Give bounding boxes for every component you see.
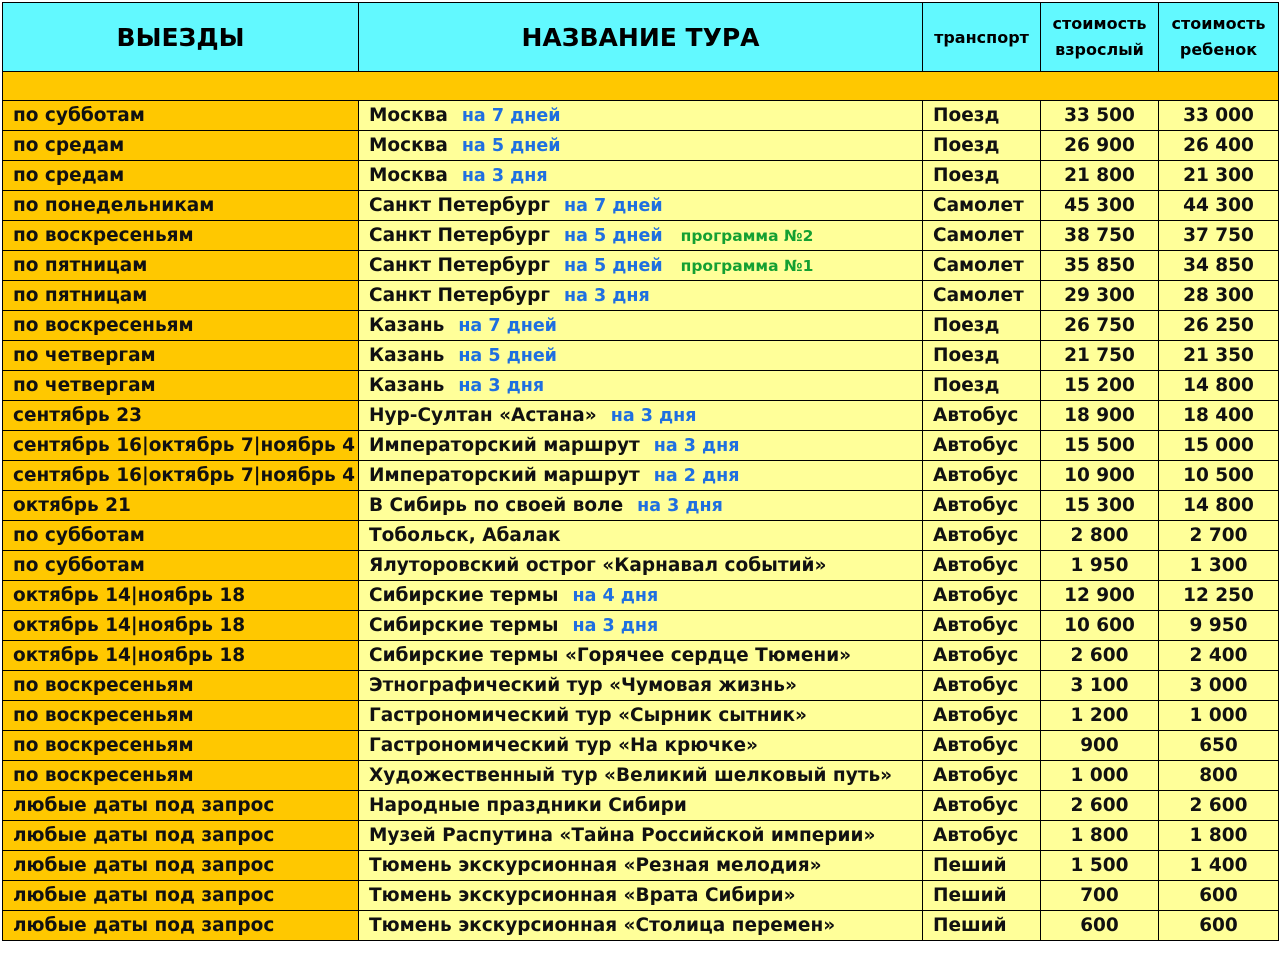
tour-name-cell	[359, 821, 923, 851]
table-row	[3, 611, 1279, 641]
adult-price-cell: 1 950	[1041, 551, 1159, 581]
departure-cell: по воскресеньям	[3, 671, 359, 701]
adult-price-cell: 21 800	[1041, 161, 1159, 191]
adult-price-cell: 38 750	[1041, 221, 1159, 251]
adult-price-cell: 26 900	[1041, 131, 1159, 161]
tour-name-cell	[359, 161, 923, 191]
tour-duration: на 3 дня	[610, 406, 697, 426]
child-price-cell: 28 300	[1159, 281, 1279, 311]
departure-cell: любые даты под запрос	[3, 911, 359, 941]
tour-duration: на 3 дня	[637, 496, 723, 516]
child-price-cell: 800	[1159, 761, 1279, 791]
adult-price-cell: 26 750	[1041, 311, 1159, 341]
transport-cell: Автобус	[923, 461, 1041, 491]
tour-duration: на 7 дней	[458, 316, 557, 336]
transport-cell: Автобус	[923, 641, 1041, 671]
child-price-cell: 600	[1159, 911, 1279, 941]
child-price-cell: 1 300	[1159, 551, 1279, 581]
departure-cell: по воскресеньям	[3, 701, 359, 731]
tour-name: Казань	[369, 375, 445, 396]
child-price-cell: 21 300	[1159, 161, 1279, 191]
table-row	[3, 701, 1279, 731]
tour-name: Сибирские термы	[369, 615, 559, 636]
tour-duration: на 3 дня	[653, 436, 740, 456]
child-price-cell: 44 300	[1159, 191, 1279, 221]
transport-cell: Пеший	[923, 911, 1041, 941]
transport-cell: Самолет	[923, 251, 1041, 281]
tour-name: Москва	[369, 135, 448, 156]
table-row	[3, 851, 1279, 881]
table-row	[3, 761, 1279, 791]
child-price-cell: 1 000	[1159, 701, 1279, 731]
header-adult-line1: стоимость	[1052, 14, 1147, 33]
departure-cell: по субботам	[3, 551, 359, 581]
transport-cell: Поезд	[923, 101, 1041, 131]
child-price-cell: 10 500	[1159, 461, 1279, 491]
table-row	[3, 671, 1279, 701]
departure-cell: по воскресеньям	[3, 761, 359, 791]
table-row	[3, 221, 1279, 251]
tour-name-cell	[359, 131, 923, 161]
tour-name: Казань	[369, 345, 445, 366]
tour-name-cell	[359, 611, 923, 641]
adult-price-cell: 2 600	[1041, 791, 1159, 821]
tour-name-cell	[359, 191, 923, 221]
tour-program: программа №2	[680, 227, 814, 245]
adult-price-cell: 15 500	[1041, 431, 1159, 461]
tour-name: Музей Распутина «Тайна Российской империи»	[369, 825, 876, 846]
departure-cell: любые даты под запрос	[3, 851, 359, 881]
tour-name: Гастрономический тур «На крючке»	[369, 735, 758, 756]
child-price-cell: 26 400	[1159, 131, 1279, 161]
tour-name-cell	[359, 101, 923, 131]
child-price-cell: 26 250	[1159, 311, 1279, 341]
tour-name: Тюмень экскурсионная «Резная мелодия»	[369, 855, 822, 876]
child-price-cell: 650	[1159, 731, 1279, 761]
departure-cell: октябрь 14|ноябрь 18	[3, 611, 359, 641]
adult-price-cell: 3 100	[1041, 671, 1159, 701]
child-price-cell: 14 800	[1159, 491, 1279, 521]
child-price-cell: 33 000	[1159, 101, 1279, 131]
tour-name: Тюмень экскурсионная «Столица перемен»	[369, 915, 836, 936]
tour-duration: на 3 дня	[458, 376, 545, 396]
separator-cell	[3, 72, 1279, 101]
transport-cell: Самолет	[923, 281, 1041, 311]
tour-name-cell	[359, 671, 923, 701]
tour-duration: на 3 дня	[461, 166, 548, 186]
departure-cell: по воскресеньям	[3, 221, 359, 251]
tour-name-cell	[359, 791, 923, 821]
transport-cell: Автобус	[923, 611, 1041, 641]
departure-cell: по воскресеньям	[3, 311, 359, 341]
tour-name: Санкт Петербург	[369, 255, 550, 276]
transport-cell: Автобус	[923, 671, 1041, 701]
tour-name-cell	[359, 731, 923, 761]
tour-name: Москва	[369, 105, 448, 126]
tour-name: Санкт Петербург	[369, 225, 550, 246]
tour-duration: на 3 дня	[564, 286, 650, 306]
child-price-cell: 18 400	[1159, 401, 1279, 431]
transport-cell: Автобус	[923, 791, 1041, 821]
adult-price-cell: 10 600	[1041, 611, 1159, 641]
table-row	[3, 371, 1279, 401]
tour-duration: на 5 дней	[564, 256, 663, 276]
transport-cell: Автобус	[923, 731, 1041, 761]
transport-cell: Автобус	[923, 581, 1041, 611]
child-price-cell: 15 000	[1159, 431, 1279, 461]
transport-cell: Автобус	[923, 521, 1041, 551]
departure-cell: сентябрь 16|октябрь 7|ноябрь 4	[3, 461, 359, 491]
child-price-cell: 9 950	[1159, 611, 1279, 641]
tour-name-cell	[359, 761, 923, 791]
tour-name: Казань	[369, 315, 445, 336]
departure-cell: по четвергам	[3, 371, 359, 401]
tour-name-cell	[359, 251, 923, 281]
adult-price-cell: 33 500	[1041, 101, 1159, 131]
adult-price-cell: 900	[1041, 731, 1159, 761]
tour-duration: на 2 дня	[653, 466, 740, 486]
header-child-line2: ребенок	[1179, 40, 1258, 59]
tour-name-cell	[359, 521, 923, 551]
header-row	[3, 3, 1279, 72]
departure-cell: по четвергам	[3, 341, 359, 371]
table-row	[3, 341, 1279, 371]
tour-name: Тобольск, Абалак	[369, 525, 561, 546]
table-row	[3, 881, 1279, 911]
tour-duration: на 7 дней	[564, 196, 663, 216]
table-row	[3, 791, 1279, 821]
adult-price-cell: 15 200	[1041, 371, 1159, 401]
adult-price-cell: 1 500	[1041, 851, 1159, 881]
child-price-cell: 12 250	[1159, 581, 1279, 611]
tour-name-cell	[359, 551, 923, 581]
transport-cell: Автобус	[923, 701, 1041, 731]
adult-price-cell: 45 300	[1041, 191, 1159, 221]
child-price-cell: 21 350	[1159, 341, 1279, 371]
child-price-cell: 1 800	[1159, 821, 1279, 851]
departure-cell: по средам	[3, 131, 359, 161]
child-price-cell: 600	[1159, 881, 1279, 911]
tour-name-cell	[359, 491, 923, 521]
table-row	[3, 101, 1279, 131]
transport-cell: Автобус	[923, 821, 1041, 851]
tour-name: Тюмень экскурсионная «Врата Сибири»	[369, 885, 796, 906]
tour-name-cell	[359, 401, 923, 431]
table-row	[3, 911, 1279, 941]
table-row	[3, 251, 1279, 281]
transport-cell: Автобус	[923, 761, 1041, 791]
adult-price-cell: 1 200	[1041, 701, 1159, 731]
tour-name: Народные праздники Сибири	[369, 795, 687, 816]
header-child-line1: стоимость	[1171, 14, 1266, 33]
tour-duration: на 5 дней	[461, 136, 561, 156]
tour-name: Сибирские термы	[369, 585, 559, 606]
tour-duration: на 7 дней	[461, 106, 561, 126]
departure-cell: октябрь 14|ноябрь 18	[3, 581, 359, 611]
departure-cell: октябрь 21	[3, 491, 359, 521]
tour-name-cell	[359, 341, 923, 371]
tour-name: Императорский маршрут	[369, 435, 640, 456]
table-row	[3, 461, 1279, 491]
table-row	[3, 431, 1279, 461]
table-row	[3, 581, 1279, 611]
table-row	[3, 491, 1279, 521]
transport-cell: Автобус	[923, 401, 1041, 431]
header-adult-price	[1041, 3, 1159, 72]
tour-name-cell	[359, 311, 923, 341]
tour-name: Ялуторовский острог «Карнавал событий»	[369, 555, 827, 576]
tour-duration: на 5 дней	[564, 226, 663, 246]
transport-cell: Поезд	[923, 371, 1041, 401]
header-departures: ВЫЕЗДЫ	[3, 3, 359, 72]
tour-name: Художественный тур «Великий шелковый путь»	[369, 765, 893, 786]
table-row	[3, 821, 1279, 851]
table-row	[3, 551, 1279, 581]
table-row	[3, 161, 1279, 191]
adult-price-cell: 29 300	[1041, 281, 1159, 311]
child-price-cell: 1 400	[1159, 851, 1279, 881]
departure-cell: любые даты под запрос	[3, 881, 359, 911]
child-price-cell: 2 600	[1159, 791, 1279, 821]
tour-name: В Сибирь по своей воле	[369, 495, 624, 516]
departure-cell: октябрь 14|ноябрь 18	[3, 641, 359, 671]
tour-name: Гастрономический тур «Сырник сытник»	[369, 705, 808, 726]
tour-name-cell	[359, 431, 923, 461]
tour-name-cell	[359, 281, 923, 311]
tour-name: Нур-Султан «Астана»	[369, 405, 597, 426]
tour-name: Санкт Петербург	[369, 285, 550, 306]
departure-cell: по субботам	[3, 521, 359, 551]
departure-cell: по средам	[3, 161, 359, 191]
adult-price-cell: 2 600	[1041, 641, 1159, 671]
departure-cell: по субботам	[3, 101, 359, 131]
separator-band	[3, 72, 1279, 101]
tour-name-cell	[359, 851, 923, 881]
transport-cell: Пеший	[923, 881, 1041, 911]
table-row	[3, 401, 1279, 431]
transport-cell: Самолет	[923, 221, 1041, 251]
child-price-cell: 14 800	[1159, 371, 1279, 401]
tour-name: Этнографический тур «Чумовая жизнь»	[369, 675, 797, 696]
tour-duration: на 3 дня	[572, 616, 659, 636]
tour-duration: на 5 дней	[458, 346, 557, 366]
header-tour-name: НАЗВАНИЕ ТУРА	[359, 3, 923, 72]
adult-price-cell: 10 900	[1041, 461, 1159, 491]
table-row	[3, 641, 1279, 671]
transport-cell: Автобус	[923, 431, 1041, 461]
adult-price-cell: 1 000	[1041, 761, 1159, 791]
departure-cell: любые даты под запрос	[3, 821, 359, 851]
tour-name-cell	[359, 641, 923, 671]
departure-cell: по пятницам	[3, 281, 359, 311]
table-row	[3, 311, 1279, 341]
child-price-cell: 34 850	[1159, 251, 1279, 281]
child-price-cell: 2 400	[1159, 641, 1279, 671]
adult-price-cell: 700	[1041, 881, 1159, 911]
tour-name-cell	[359, 221, 923, 251]
adult-price-cell: 2 800	[1041, 521, 1159, 551]
tour-program: программа №1	[680, 257, 814, 275]
header-child-price	[1159, 3, 1279, 72]
tour-name: Императорский маршрут	[369, 465, 640, 486]
adult-price-cell: 1 800	[1041, 821, 1159, 851]
tour-name-cell	[359, 881, 923, 911]
adult-price-cell: 15 300	[1041, 491, 1159, 521]
transport-cell: Пеший	[923, 851, 1041, 881]
tour-name: Сибирские термы «Горячее сердце Тюмени»	[369, 645, 852, 666]
transport-cell: Автобус	[923, 491, 1041, 521]
transport-cell: Поезд	[923, 311, 1041, 341]
table-row	[3, 191, 1279, 221]
table-row	[3, 281, 1279, 311]
header-adult-line2: взрослый	[1055, 40, 1144, 59]
departure-cell: по пятницам	[3, 251, 359, 281]
table-row	[3, 731, 1279, 761]
transport-cell: Поезд	[923, 341, 1041, 371]
departure-cell: сентябрь 23	[3, 401, 359, 431]
transport-cell: Поезд	[923, 131, 1041, 161]
departure-cell: по понедельникам	[3, 191, 359, 221]
tour-name-cell	[359, 911, 923, 941]
tour-name: Москва	[369, 165, 448, 186]
table-row	[3, 521, 1279, 551]
departure-cell: сентябрь 16|октябрь 7|ноябрь 4	[3, 431, 359, 461]
departure-cell: по воскресеньям	[3, 731, 359, 761]
tour-name-cell	[359, 371, 923, 401]
header-transport: транспорт	[923, 3, 1041, 72]
tour-name: Санкт Петербург	[369, 195, 550, 216]
tour-price-table	[2, 2, 1279, 941]
adult-price-cell: 600	[1041, 911, 1159, 941]
tour-duration: на 4 дня	[572, 586, 659, 606]
tour-name-cell	[359, 461, 923, 491]
adult-price-cell: 12 900	[1041, 581, 1159, 611]
child-price-cell: 37 750	[1159, 221, 1279, 251]
child-price-cell: 2 700	[1159, 521, 1279, 551]
transport-cell: Автобус	[923, 551, 1041, 581]
adult-price-cell: 21 750	[1041, 341, 1159, 371]
child-price-cell: 3 000	[1159, 671, 1279, 701]
transport-cell: Самолет	[923, 191, 1041, 221]
departure-cell: любые даты под запрос	[3, 791, 359, 821]
adult-price-cell: 35 850	[1041, 251, 1159, 281]
transport-cell: Поезд	[923, 161, 1041, 191]
tour-name-cell	[359, 701, 923, 731]
tour-name-cell	[359, 581, 923, 611]
table-row	[3, 131, 1279, 161]
adult-price-cell: 18 900	[1041, 401, 1159, 431]
